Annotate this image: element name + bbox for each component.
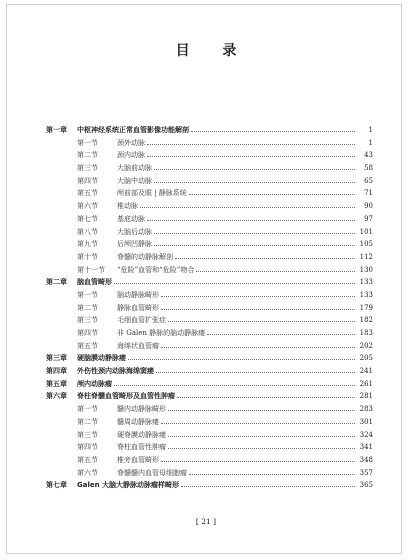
- toc-entry-title: 髓内动静脉畸形: [117, 405, 166, 414]
- toc-entry-number: 第十节: [77, 252, 98, 261]
- toc-chapter-row[interactable]: [46, 352, 373, 365]
- table-of-contents: [46, 124, 373, 492]
- toc-entry-title: 颈内动脉: [117, 151, 145, 160]
- toc-dot-leader: [161, 422, 355, 424]
- toc-entry-number: 第二节: [77, 151, 98, 160]
- toc-dot-leader: [168, 320, 355, 322]
- toc-entry-title: 脊髓的动静脉解剖: [117, 252, 173, 261]
- toc-entry-title: 脊柱血管性肿瘤: [117, 443, 166, 452]
- toc-dot-leader: [196, 270, 355, 272]
- toc-entry-page: 112: [359, 252, 373, 261]
- toc-entry-title: 硬脑膜动静脉瘘: [77, 354, 126, 363]
- toc-entry-number: 第五章: [46, 379, 67, 388]
- toc-entry-page: 65: [364, 176, 373, 185]
- toc-entry-page: 281: [359, 392, 373, 401]
- toc-dot-leader: [161, 308, 355, 310]
- toc-dot-leader: [177, 396, 355, 398]
- toc-section-row[interactable]: [46, 302, 373, 315]
- toc-section-row[interactable]: [46, 441, 373, 454]
- toc-entry-number: 第五节: [77, 455, 98, 464]
- toc-entry-title: 硬脊膜动静脉瘘: [117, 430, 166, 439]
- toc-entry-title: 非 Galen 静脉的脑动静脉瘘: [117, 329, 206, 337]
- toc-entry-number: 第七节: [77, 214, 98, 223]
- toc-section-row[interactable]: [46, 251, 373, 264]
- toc-entry-title: 中枢神经系统正常血管影像功能解剖: [77, 126, 189, 134]
- toc-entry-page: 301: [359, 417, 373, 426]
- toc-entry-title: Galen 大脑大静脉动脉瘤样畸形: [77, 481, 180, 490]
- toc-entry-title: 脊髓髓内血管母细胞瘤: [117, 468, 187, 477]
- toc-chapter-row[interactable]: [46, 378, 373, 391]
- toc-section-row[interactable]: [46, 467, 373, 480]
- toc-entry-title: 静脉血管畸形: [117, 303, 159, 312]
- toc-entry-number: 第四章: [46, 367, 67, 376]
- toc-entry-page: 133: [359, 278, 373, 287]
- toc-section-row[interactable]: [46, 340, 373, 353]
- toc-entry-title: 大脑后动脉: [117, 227, 152, 236]
- toc-entry-number: 第三节: [77, 164, 98, 173]
- toc-entry-page: 183: [359, 329, 373, 337]
- toc-entry-title: 后颅凹静脉: [117, 240, 152, 249]
- toc-dot-leader: [161, 460, 355, 462]
- toc-dot-leader: [207, 333, 355, 335]
- toc-dot-leader: [156, 371, 355, 373]
- toc-entry-page: 205: [359, 354, 373, 363]
- toc-entry-title: 外伤性颈内动脉海绵窦瘘: [77, 367, 154, 376]
- toc-entry-number: 第三节: [77, 316, 98, 325]
- toc-entry-page: 58: [364, 164, 373, 173]
- toc-section-row[interactable]: [46, 187, 373, 200]
- toc-entry-title: 颈外动脉: [117, 138, 145, 147]
- toc-entry-page: 365: [359, 481, 373, 490]
- toc-dot-leader: [114, 384, 355, 386]
- toc-entry-title: 颅内动脉瘤: [77, 379, 112, 388]
- toc-dot-leader: [191, 130, 355, 132]
- toc-entry-title: 大脑前动脉: [117, 164, 152, 173]
- toc-entry-page: 130: [359, 265, 373, 274]
- toc-entry-number: 第四节: [77, 176, 98, 185]
- toc-dot-leader: [154, 232, 355, 234]
- toc-entry-page: 101: [359, 227, 373, 236]
- toc-entry-number: 第二节: [77, 303, 98, 312]
- toc-section-row[interactable]: [46, 149, 373, 162]
- toc-section-row[interactable]: [46, 162, 373, 175]
- toc-dot-leader: [168, 435, 355, 437]
- toc-entry-number: 第四节: [77, 443, 98, 452]
- toc-dot-leader: [114, 282, 355, 284]
- toc-dot-leader: [154, 244, 355, 246]
- toc-entry-number: 第六节: [77, 202, 98, 211]
- toc-section-row[interactable]: [46, 314, 373, 327]
- toc-entry-number: 第六章: [46, 392, 67, 401]
- toc-dot-leader: [175, 257, 355, 259]
- toc-entry-title: 大脑中动脉: [117, 176, 152, 185]
- toc-dot-leader: [161, 295, 355, 297]
- toc-dot-leader: [154, 168, 355, 170]
- toc-entry-title: 颅前部及眼 | 静脉系统: [117, 189, 187, 198]
- toc-section-row[interactable]: [46, 238, 373, 251]
- toc-entry-page: 43: [364, 151, 373, 160]
- toc-entry-page: 90: [364, 202, 373, 211]
- toc-section-row[interactable]: [46, 403, 373, 416]
- toc-section-row[interactable]: [46, 213, 373, 226]
- toc-dot-leader: [147, 219, 355, 221]
- toc-entry-page: 261: [359, 379, 373, 388]
- toc-entry-number: 第二节: [77, 417, 98, 426]
- toc-entry-number: 第一章: [46, 126, 67, 134]
- toc-entry-page: 357: [359, 468, 373, 477]
- toc-entry-number: 第三节: [77, 430, 98, 439]
- toc-section-row[interactable]: [46, 264, 373, 277]
- toc-entry-title: “危险”血管和“危险”吻合: [117, 265, 195, 274]
- toc-entry-number: 第三章: [46, 354, 67, 363]
- toc-entry-title: 脑血管畸形: [77, 278, 112, 287]
- toc-entry-page: 1: [368, 138, 373, 147]
- toc-entry-page: 324: [359, 430, 373, 439]
- toc-entry-number: 第二章: [46, 278, 67, 287]
- toc-entry-title: 脊柱脊髓血管畸形及血管性肿瘤: [77, 392, 175, 401]
- toc-entry-number: 第一节: [77, 405, 98, 414]
- toc-entry-number: 第五节: [77, 189, 98, 198]
- toc-entry-number: 第十一节: [77, 265, 105, 274]
- toc-entry-page: 241: [359, 367, 373, 376]
- toc-entry-page: 1: [368, 126, 373, 134]
- toc-dot-leader: [168, 409, 355, 411]
- toc-dot-leader: [147, 143, 355, 145]
- toc-dot-leader: [189, 473, 355, 475]
- toc-chapter-row[interactable]: [46, 276, 373, 289]
- toc-entry-number: 第一节: [77, 290, 98, 299]
- toc-section-row[interactable]: [46, 454, 373, 467]
- toc-section-row[interactable]: [46, 200, 373, 213]
- toc-entry-title: 海绵状血管瘤: [117, 341, 159, 350]
- toc-dot-leader: [189, 193, 355, 195]
- toc-entry-title: 脑动静脉畸形: [117, 290, 159, 299]
- toc-dot-leader: [147, 155, 355, 157]
- toc-dot-leader: [168, 447, 355, 449]
- toc-entry-title: 毛细血管扩张症: [117, 316, 166, 325]
- toc-chapter-row[interactable]: [46, 124, 373, 137]
- toc-section-row[interactable]: [46, 289, 373, 302]
- toc-dot-leader: [161, 346, 355, 348]
- toc-dot-leader: [140, 206, 355, 208]
- toc-section-row[interactable]: [46, 137, 373, 150]
- toc-entry-number: 第四节: [77, 329, 98, 337]
- toc-section-row[interactable]: [46, 226, 373, 239]
- toc-chapter-row[interactable]: [46, 479, 373, 492]
- toc-entry-page: 182: [359, 316, 373, 325]
- toc-entry-number: 第八节: [77, 227, 98, 236]
- toc-section-row[interactable]: [46, 416, 373, 429]
- toc-entry-number: 第一节: [77, 138, 98, 147]
- toc-entry-page: 202: [359, 341, 373, 350]
- toc-entry-page: 348: [359, 455, 373, 464]
- toc-chapter-row[interactable]: [46, 365, 373, 378]
- toc-section-row[interactable]: [46, 175, 373, 188]
- toc-entry-page: 283: [359, 405, 373, 414]
- toc-dot-leader: [154, 181, 355, 183]
- page-number: [ 21 ]: [195, 517, 217, 526]
- toc-entry-number: 第七章: [46, 481, 67, 490]
- toc-entry-number: 第六节: [77, 468, 98, 477]
- toc-entry-page: 71: [364, 189, 373, 198]
- page-title: 目 录: [175, 43, 251, 59]
- toc-entry-page: 133: [359, 290, 373, 299]
- toc-entry-title: 髓周动静脉瘘: [117, 417, 159, 426]
- toc-entry-page: 341: [359, 443, 373, 452]
- toc-entry-title: 基底动脉: [117, 214, 145, 223]
- toc-entry-page: 179: [359, 303, 373, 312]
- toc-dot-leader: [128, 358, 355, 360]
- toc-entry-page: 97: [364, 214, 373, 223]
- toc-entry-title: 椎动脉: [117, 202, 138, 211]
- toc-dot-leader: [181, 485, 355, 487]
- toc-section-row[interactable]: [46, 429, 373, 442]
- toc-entry-title: 椎旁血管畸形: [117, 455, 159, 464]
- toc-entry-number: 第九节: [77, 240, 98, 249]
- toc-section-row[interactable]: [46, 327, 373, 340]
- toc-entry-number: 第五节: [77, 341, 98, 350]
- toc-chapter-row[interactable]: [46, 390, 373, 403]
- toc-entry-page: 105: [359, 240, 373, 249]
